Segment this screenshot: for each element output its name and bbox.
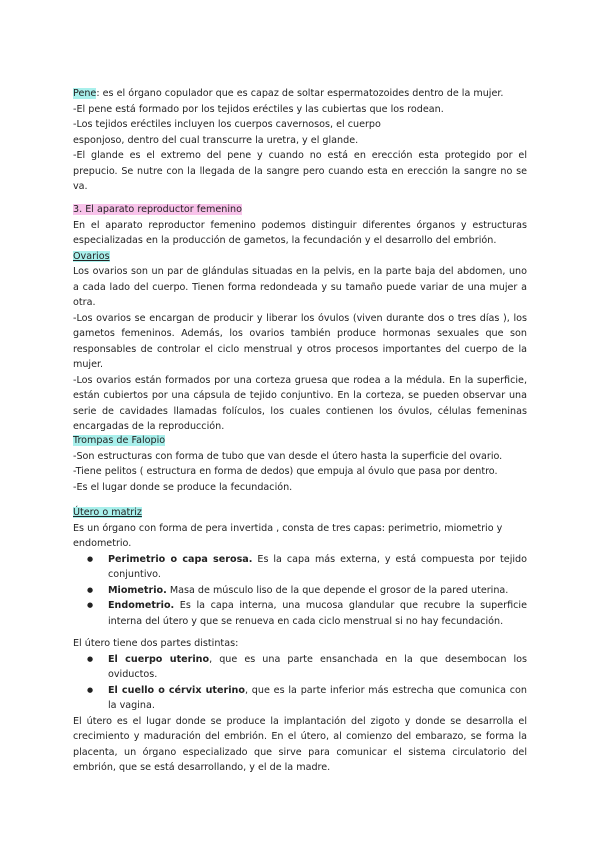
- utero-heading: Útero o matriz: [73, 507, 142, 518]
- trompas-line-1: -Son estructuras con forma de tubo que van desde el útero hasta la superficie del ovario.: [73, 450, 503, 462]
- ovarios-paragraph-1: Los ovarios son un par de glándulas situadas en la pelvis, en la parte baja del abdomen, uno a cada lado del cuerpo. Tienen forma redondeada y su tamaño puede variar de una mujer a otra.: [73, 266, 527, 308]
- femenino-heading: 3. El aparato reproductor femenino: [73, 204, 242, 215]
- utero-partes-section: [73, 636, 527, 776]
- pene-line-1: -El pene está formado por los tejidos eréctiles y las cubiertas que los rodean.: [73, 103, 444, 115]
- pene-line-2b: esponjoso, dentro del cual transcurre la uretra, y el glande.: [73, 134, 359, 146]
- trompas-heading: Trompas de Falopio: [73, 435, 166, 446]
- utero-final-paragraph: El útero es el lugar donde se produce la implantación del zigoto y donde se desarrolla el crecimiento y maduración del embrión. En el útero, al comienzo del embarazo, se forma la placenta, un órgano especializado que sirve para comunicar el sistema circulatorio del embrión, que se está desarrollando, y el de la madre.: [73, 715, 527, 773]
- utero-section: [73, 505, 527, 629]
- trompas-section: [73, 433, 527, 495]
- trompas-line-2: -Tiene pelitos ( estructura en forma de dedos) que empuja al óvulo que pasa por dentro.: [73, 466, 498, 477]
- list-item: ● Perimetrio o capa serosa. Es la capa más externa, y está compuesta por tejido conjuntivo.: [73, 552, 527, 583]
- pene-definition: Pene: es el órgano copulador que es capaz de soltar espermatozoides dentro de la mujer.: [73, 88, 504, 99]
- femenino-section: [73, 202, 527, 435]
- list-item: ● El cuerpo uterino, que es una parte ensanchada en la que desembocan los oviductos.: [73, 652, 527, 683]
- pene-section: [73, 86, 527, 195]
- pene-line-2a: -Los tejidos eréctiles incluyen los cuerpos cavernosos, el cuerpo: [73, 119, 381, 130]
- ovarios-heading: Ovarios: [73, 250, 110, 262]
- utero-intro: Es un órgano con forma de pera invertida , consta de tres capas: perimetrio, miometrio y endometrio.: [73, 522, 503, 549]
- femenino-intro: En el aparato reproductor femenino podemos distinguir diferentes órganos y estructuras especializadas en la producción de gametos, la fecundación y el desarrollo del embrión.: [73, 219, 527, 246]
- ovarios-paragraph-2: -Los ovarios se encargan de producir y liberar los óvulos (viven durante dos o tres días ), los gametos femeninos. Además, los ovarios también produce hormonas sexuales que son responsables de controlar el ciclo menstrual y otros procesos importantes del cuerpo de la mujer.: [73, 312, 527, 370]
- list-item: ● Endometrio. Es la capa interna, una mucosa glandular que recubre la superficie interna del útero y que se renueva en cada ciclo menstrual si no hay fecundación.: [73, 598, 527, 629]
- utero-partes-list: [73, 652, 527, 714]
- pene-line-3: -El glande es el extremo del pene y cuando no está en erección esta protegido por el prepucio. Se nutre con la llegada de la sangre pero cuando esta en erección la sangre no se va.: [73, 150, 527, 192]
- utero-partes-intro: El útero tiene dos partes distintas:: [73, 638, 239, 649]
- ovarios-paragraph-3: -Los ovarios están formados por una corteza gruesa que rodea a la médula. En la superficie, están cubiertos por una cápsula de tejido conjuntivo. En la corteza, se pueden observar una serie de cavidades llamadas folículos, los cuales contienen los óvulos, células femeninas encargadas de la reproducción.: [73, 374, 527, 432]
- pene-term: Pene: [73, 88, 97, 99]
- utero-capas-list: [73, 552, 527, 630]
- list-item: ● El cuello o cérvix uterino, que es la parte inferior más estrecha que comunica con la vagina.: [73, 683, 527, 714]
- trompas-line-3: -Es el lugar donde se produce la fecundación.: [73, 481, 293, 493]
- list-item: ● Miometrio. Masa de músculo liso de la que depende el grosor de la pared uterina.: [73, 583, 527, 599]
